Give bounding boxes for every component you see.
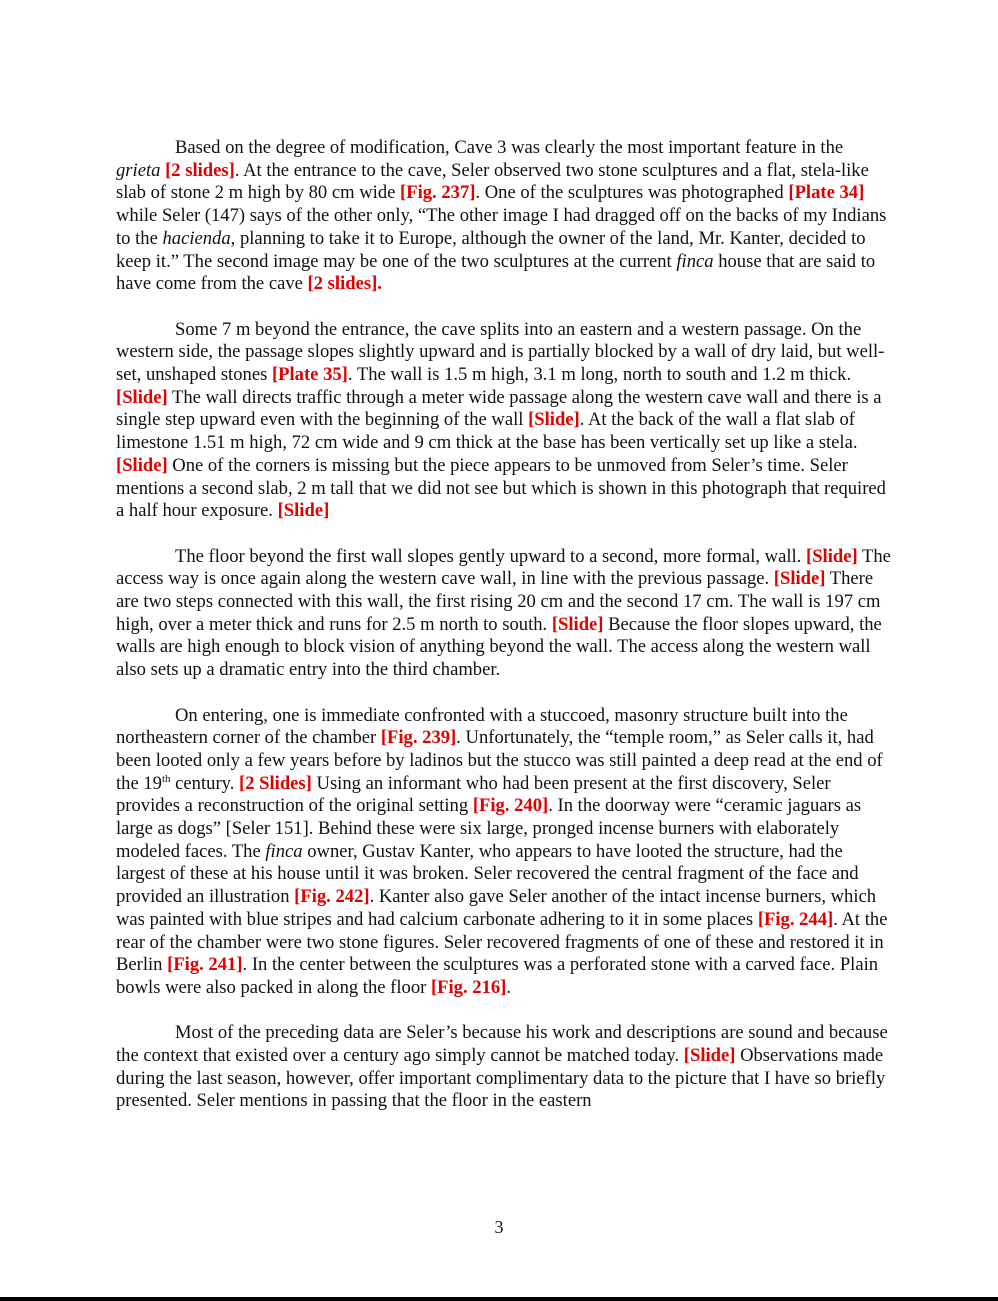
bottom-border (0, 1297, 998, 1301)
text-run: house that are said to have come from the cave (116, 250, 876, 295)
italic-term: hacienda (162, 227, 231, 249)
page-number: 3 (494, 1217, 504, 1237)
text-run: Observations made during the last season, however, offer important complimentary data to the picture that I have so briefly presented. Seler mentions in passing that the floor in the eastern (116, 1045, 886, 1112)
figure-reference: [Slide] (806, 545, 858, 567)
superscript: th (161, 772, 171, 785)
text-run: . Kanter also gave Seler another of the intact incense burners, which was painted with blue stripes and had calcium carbonate adhering to it in some places (116, 886, 877, 930)
text-run: . Unfortunately, the “temple room,” as Seler calls it, had been looted only a few years before by ladinos but the stucco was still painted a deep read at the end of the 19 (116, 727, 883, 794)
figure-reference: [Plate 34] (788, 182, 865, 204)
text-run: owner, Gustav Kanter, who appears to have looted the structure, had the largest of these at his house until it was broken. Seler recovered the central fragment of the face and provided an illustration (116, 840, 859, 908)
figure-reference: [Slide] (683, 1045, 736, 1067)
text-run: century. (170, 772, 240, 794)
paragraph (116, 137, 892, 296)
paragraph (116, 319, 892, 523)
text-run: . In the doorway were “ceramic jaguars as large as dogs” [Seler 151]. Behind these were six large, pronged incense burners with elaborately modeled faces. The (116, 795, 862, 862)
text-run: . At the entrance to the cave, Seler observed two stone sculptures and a flat, stela-like slab of stone 2 m high by 80 cm wide (116, 159, 869, 204)
figure-reference: [Fig. 240] (472, 795, 549, 817)
figure-reference: [Fig. 237] (400, 182, 476, 204)
text-run: Some 7 m beyond the entrance, the cave splits into an eastern and a western passage. On the western side, the passage slopes slightly upward and is partially blocked by a wall of dry laid, but well-set, unshaped stones (116, 318, 885, 386)
text-run: . (506, 976, 512, 998)
figure-reference: [Slide] (551, 613, 604, 635)
text-run: Based on the degree of modification, Cave 3 was clearly the most important feature in the (175, 137, 844, 158)
paragraph (116, 546, 892, 682)
figure-reference: [2 slides]. (307, 273, 382, 295)
paragraph (116, 1022, 892, 1113)
figure-reference: [Fig. 216] (430, 976, 507, 998)
text-run: Because the floor slopes upward, the walls are high enough to block vision of anything beyond the wall. The access along the western wall also sets up a dramatic entry into the third chamber. (116, 613, 882, 681)
figure-reference: [Fig. 239] (380, 727, 457, 749)
text-run: The wall directs traffic through a meter wide passage along the western cave wall and there is a single step upward even with the beginning of the wall (116, 386, 882, 431)
text-run: The access way is once again along the western cave wall, in line with the previous passage. (116, 545, 891, 590)
text-run: Most of the preceding data are Seler’s because his work and descriptions are sound and because the context that existed over a century ago simply cannot be matched today. (116, 1022, 888, 1067)
text-run: . The wall is 1.5 m high, 3.1 m long, north to south and 1.2 m thick. (347, 364, 852, 386)
figure-reference: [Slide] (773, 568, 826, 590)
text-run: while Seler (147) says of the other only, “The other image I had dragged off on the backs of my Indians to the (116, 205, 887, 249)
italic-term: finca (265, 840, 303, 862)
text-run: . At the back of the wall a flat slab of limestone 1.51 m high, 72 cm wide and 9 cm thick at the base has been vertically set up like a stela. (116, 409, 858, 454)
figure-reference: [2 slides] (165, 159, 235, 181)
figure-reference: [Plate 35] (271, 364, 348, 386)
figure-reference: [Slide] (528, 409, 580, 431)
text-run: , planning to take it to Europe, although the owner of the land, Mr. Kanter, decided to keep it.” The second image may be one of the two sculptures at the current (116, 227, 866, 272)
text-run: On entering, one is immediate confronted with a stuccoed, masonry structure built into the northeastern corner of the chamber (116, 704, 848, 749)
figure-reference: [Slide] (277, 500, 330, 522)
text-run: . One of the sculptures was photographed (475, 182, 789, 204)
text-run: One of the corners is missing but the piece appears to be unmoved from Seler’s time. Seler mentions a second slab, 2 m tall that we did not see but which is shown in this photograph that required a half hour exposure. (116, 454, 886, 522)
italic-term: finca (676, 250, 714, 272)
text-run: . At the rear of the chamber were two stone figures. Seler recovered fragments of one of these and restored it in Berlin (116, 908, 888, 976)
text-run: . In the center between the sculptures was a perforated stone with a carved face. Plain bowls were also packed in along the floor (116, 954, 879, 998)
body-text (116, 137, 892, 1136)
text-run: The floor beyond the first wall slopes gently upward to a second, more formal, wall. (175, 545, 806, 567)
figure-reference: [Fig. 244] (757, 908, 834, 930)
text-run: Using an informant who had been present at the first discovery, Seler provides a reconstruction of the original setting (116, 772, 831, 817)
figure-reference: [Fig. 241] (167, 954, 243, 976)
text-run: There are two steps connected with this wall, the first rising 20 cm and the second 17 cm. The wall is 197 cm high, over a meter thick and runs for 2.5 m north to south. (116, 568, 881, 635)
figure-reference: [2 Slides] (239, 772, 312, 794)
paragraph (116, 705, 892, 1000)
italic-term: grieta (116, 159, 161, 181)
figure-reference: [Slide] (116, 454, 168, 476)
figure-reference: [Fig. 242] (294, 886, 370, 908)
figure-reference: [Slide] (116, 386, 168, 408)
